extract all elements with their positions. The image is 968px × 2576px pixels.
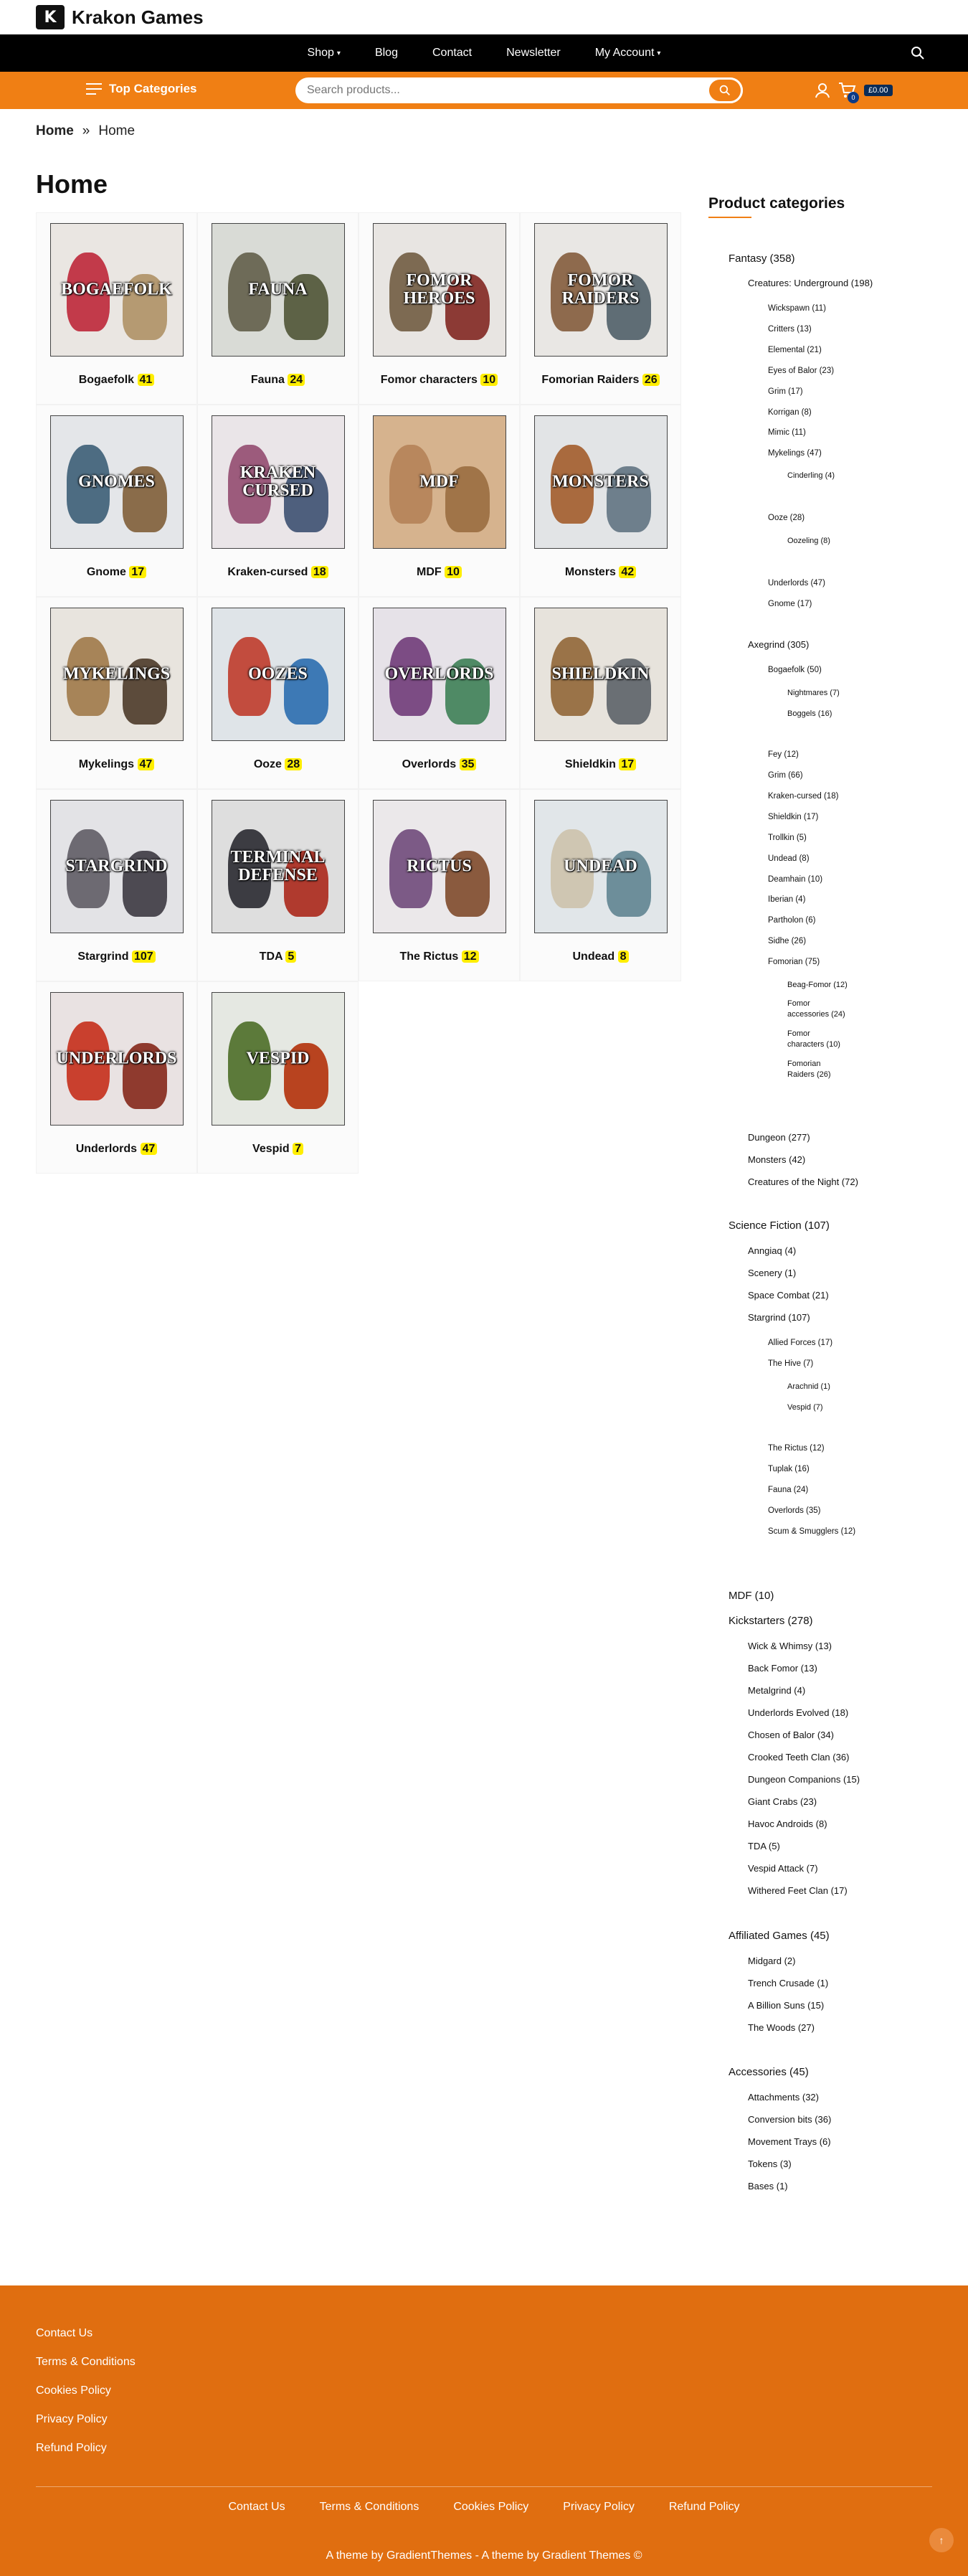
category-link[interactable]: Dungeon (277) [748, 1132, 810, 1143]
category-link[interactable]: Chosen of Balor (34) [748, 1730, 834, 1740]
product-category-card[interactable] [36, 597, 197, 789]
site-name: Krakon Games [72, 6, 204, 28]
category-count-badge: 10 [445, 566, 462, 578]
category-link[interactable]: Dungeon Companions (15) [748, 1774, 860, 1785]
category-name-text: Vespid [252, 1143, 290, 1155]
category-link[interactable]: Vespid Attack (7) [748, 1863, 818, 1874]
category-link[interactable]: Cinderling (4) [787, 471, 835, 480]
product-category-card[interactable] [36, 981, 197, 1174]
category-name[interactable] [79, 374, 155, 387]
thumbnail-title: MYKELINGS [62, 664, 171, 684]
category-link[interactable]: Trench Crusade (1) [748, 1978, 829, 1988]
category-link[interactable]: Withered Feet Clan (17) [748, 1885, 848, 1896]
category-link[interactable]: Underlords (47) [768, 579, 825, 588]
product-category-card[interactable] [520, 597, 681, 789]
search-icon[interactable] [911, 46, 925, 60]
category-link[interactable]: Grim (17) [768, 387, 803, 396]
thumbnail-title: OVERLORDS [384, 664, 494, 684]
category-link[interactable]: Fey (12) [768, 750, 799, 759]
thumbnail-title: STARGRIND [65, 857, 168, 876]
category-link[interactable]: Deamhain (10) [768, 875, 823, 884]
nav-blog[interactable]: Blog [374, 47, 398, 59]
category-link[interactable]: The Rictus (12) [768, 1444, 825, 1453]
category-count-badge: 17 [129, 566, 146, 578]
category-count-badge: 28 [285, 758, 302, 770]
category-link[interactable]: Stargrind (107) [748, 1312, 810, 1323]
chevron-down-icon: ▾ [336, 49, 341, 57]
category-name-text: Fomor characters [380, 374, 478, 386]
nav-shop-label: Shop [307, 47, 334, 59]
category-thumbnail[interactable] [50, 800, 184, 933]
footer-bottom-links [0, 2501, 968, 2514]
category-link[interactable]: Elemental (21) [768, 346, 822, 354]
nav-newsletter[interactable]: Newsletter [506, 47, 561, 59]
thumbnail-title: FAUNA [248, 280, 308, 299]
category-link[interactable]: MDF (10) [729, 1590, 774, 1602]
category-thumbnail[interactable] [50, 415, 184, 549]
category-count-badge: 12 [462, 950, 479, 963]
product-category-card[interactable] [197, 789, 359, 981]
category-thumbnail[interactable] [212, 800, 345, 933]
sidebar-product-categories [708, 195, 938, 217]
footer-bottom-link[interactable]: Contact Us [228, 2501, 285, 2513]
category-link[interactable]: Allied Forces (17) [768, 1339, 833, 1347]
category-link[interactable]: Mimic (11) [768, 428, 806, 437]
category-link[interactable]: Fauna (24) [768, 1486, 809, 1494]
category-link[interactable]: Vespid (7) [787, 1403, 823, 1412]
category-count-badge: 17 [619, 758, 636, 770]
category-name[interactable] [402, 758, 477, 771]
category-thumbnail[interactable] [534, 800, 668, 933]
category-link[interactable]: Kraken-cursed (18) [768, 792, 839, 801]
search-icon [719, 85, 731, 96]
category-link[interactable]: TDA (5) [748, 1841, 780, 1851]
category-link[interactable]: Metalgrind (4) [748, 1685, 806, 1696]
back-to-top-button[interactable]: ↑ [929, 2528, 954, 2552]
category-count-badge: 7 [293, 1143, 303, 1155]
category-link[interactable]: Tokens (3) [748, 2159, 792, 2169]
category-thumbnail[interactable] [50, 992, 184, 1126]
thumbnail-title: FOMOR RAIDERS [561, 270, 640, 308]
search-input[interactable] [295, 84, 697, 97]
nav-shop[interactable] [308, 47, 341, 60]
category-link[interactable]: Fomorian (75) [768, 958, 820, 966]
category-link[interactable]: Korrigan (8) [768, 408, 812, 417]
category-link[interactable]: Affiliated Games (45) [729, 1930, 830, 1942]
category-name[interactable] [87, 566, 146, 579]
nav-contact[interactable]: Contact [432, 47, 473, 59]
category-link[interactable]: Overlords (35) [768, 1506, 821, 1515]
category-link[interactable]: Boggels (16) [787, 709, 832, 718]
category-thumbnail[interactable] [534, 415, 668, 549]
product-category-card[interactable] [359, 405, 520, 597]
breadcrumb-separator: » [82, 123, 90, 138]
user-account-icon[interactable] [814, 82, 831, 99]
category-link[interactable]: Wick & Whimsy (13) [748, 1641, 832, 1651]
category-link[interactable]: Attachments (32) [748, 2092, 819, 2103]
sidebar-title: Product categories [708, 195, 845, 217]
category-link[interactable]: accessories (24) [787, 1010, 845, 1019]
site-logo[interactable] [36, 5, 204, 29]
footer-bottom-link[interactable]: Terms & Conditions [319, 2501, 419, 2513]
category-name-text: Shieldkin [564, 758, 616, 770]
breadcrumb-current: Home [98, 123, 136, 138]
category-link[interactable]: Axegrind (305) [748, 639, 810, 650]
category-name-text: Monsters [564, 566, 616, 578]
category-link[interactable]: Trollkin (5) [768, 834, 807, 842]
category-link[interactable]: Giant Crabs (23) [748, 1796, 817, 1807]
footer-bottom-link[interactable]: Privacy Policy [563, 2501, 635, 2513]
category-count-badge: 18 [311, 566, 328, 578]
category-link[interactable]: Accessories (45) [729, 2066, 809, 2078]
category-name[interactable] [251, 374, 305, 387]
category-link[interactable]: Beag-Fomor (12) [787, 981, 848, 989]
category-count-badge: 5 [285, 950, 296, 963]
category-link[interactable]: Space Combat (21) [748, 1290, 829, 1301]
top-categories-button[interactable] [86, 82, 196, 96]
footer-link[interactable]: Cookies Policy [36, 2384, 111, 2397]
product-category-card[interactable] [520, 789, 681, 981]
category-link[interactable]: Partholon (6) [768, 916, 816, 925]
product-category-card[interactable] [359, 212, 520, 405]
category-link[interactable]: Fomor [787, 1029, 810, 1038]
category-name[interactable] [417, 566, 462, 579]
category-link[interactable]: characters (10) [787, 1040, 840, 1049]
product-category-card[interactable] [197, 597, 359, 789]
thumbnail-title: UNDERLORDS [56, 1049, 177, 1068]
category-count-badge: 10 [480, 374, 498, 386]
category-thumbnail[interactable] [534, 608, 668, 741]
category-link[interactable]: Fantasy (358) [729, 253, 795, 265]
category-name-text: Overlords [402, 758, 457, 770]
product-category-card[interactable] [197, 981, 359, 1174]
category-link[interactable]: Wickspawn (11) [768, 304, 826, 313]
search-button[interactable] [707, 77, 743, 103]
category-link[interactable]: Crooked Teeth Clan (36) [748, 1752, 850, 1763]
category-count-badge: 47 [138, 758, 155, 770]
category-link[interactable]: Raiders (26) [787, 1070, 831, 1079]
category-count-badge: 26 [642, 374, 660, 386]
category-link[interactable]: Movement Trays (6) [748, 2136, 831, 2147]
category-name-text: Fauna [250, 374, 285, 386]
menu-icon [86, 82, 102, 95]
category-link[interactable]: Havoc Androids (8) [748, 1818, 827, 1829]
category-link[interactable]: Midgard (2) [748, 1955, 796, 1966]
category-link[interactable]: The Woods (27) [748, 2022, 815, 2033]
product-category-card[interactable] [36, 405, 197, 597]
product-search [295, 77, 743, 103]
category-count-badge: 24 [288, 374, 305, 386]
footer-credit: A theme by GradientThemes - A theme by Gradient Themes © [326, 2549, 642, 2562]
category-thumbnail[interactable] [212, 223, 345, 357]
category-name[interactable] [399, 950, 478, 963]
category-name[interactable] [565, 566, 636, 579]
product-category-card[interactable] [36, 789, 197, 981]
category-count-badge: 41 [138, 374, 155, 386]
category-count-badge: 35 [460, 758, 477, 770]
category-name-text: Ooze [253, 758, 282, 770]
category-link[interactable]: Sidhe (26) [768, 937, 807, 945]
thumbnail-title: MONSTERS [552, 472, 649, 491]
category-thumbnail[interactable] [373, 415, 506, 549]
category-name-text: TDA [259, 950, 283, 963]
footer-link[interactable]: Privacy Policy [36, 2413, 108, 2425]
category-name-text: Stargrind [77, 950, 129, 963]
category-name[interactable] [76, 1143, 158, 1156]
category-name[interactable] [254, 758, 302, 771]
category-thumbnail[interactable] [373, 800, 506, 933]
category-name-text: Mykelings [78, 758, 135, 770]
thumbnail-title: BOGAEFOLK [61, 280, 172, 299]
category-name[interactable] [79, 758, 155, 771]
category-link[interactable]: Mykelings (47) [768, 449, 822, 458]
category-link[interactable]: Oozeling (8) [787, 537, 830, 545]
category-thumbnail[interactable] [212, 415, 345, 549]
category-link[interactable]: Monsters (42) [748, 1154, 806, 1165]
chevron-down-icon: ▾ [657, 49, 661, 57]
category-name-text: Bogaefolk [78, 374, 135, 386]
thumbnail-title: SHIELDKIN [551, 664, 650, 684]
category-link[interactable]: Anngiaq (4) [748, 1245, 797, 1256]
category-link[interactable]: Gnome (17) [768, 600, 812, 608]
cart-total[interactable]: £0.00 [864, 85, 893, 96]
category-link[interactable]: Bogaefolk (50) [768, 666, 822, 674]
category-link[interactable]: Undead (8) [768, 854, 810, 863]
footer-link[interactable]: Contact Us [36, 2327, 93, 2339]
category-link[interactable]: Scenery (1) [748, 1268, 797, 1278]
category-name-text: Fomorian Raiders [541, 374, 640, 386]
thumbnail-title: RICTUS [407, 857, 472, 876]
footer-link[interactable]: Refund Policy [36, 2442, 107, 2454]
category-name[interactable] [252, 1143, 303, 1156]
category-link[interactable]: Grim (66) [768, 771, 803, 780]
product-category-card[interactable] [520, 405, 681, 597]
category-thumbnail[interactable] [373, 608, 506, 741]
category-thumbnail[interactable] [212, 992, 345, 1126]
category-thumbnail[interactable] [212, 608, 345, 741]
category-name-text: MDF [417, 566, 442, 578]
page-title: Home [36, 169, 108, 199]
thumbnail-title: TERMINAL DEFENSE [230, 847, 326, 884]
product-category-card[interactable] [359, 597, 520, 789]
thumbnail-title: KRAKEN CURSED [239, 463, 316, 500]
category-link[interactable]: Nightmares (7) [787, 689, 840, 697]
category-link[interactable]: Iberian (4) [768, 895, 806, 904]
footer-divider [36, 2486, 932, 2487]
category-name-text: Kraken-cursed [227, 566, 308, 578]
product-category-card[interactable] [359, 789, 520, 981]
footer-bottom-link[interactable]: Cookies Policy [453, 2501, 529, 2513]
category-link[interactable]: Arachnid (1) [787, 1382, 830, 1391]
category-link[interactable]: Ooze (28) [768, 514, 805, 522]
category-search-bar [0, 72, 968, 109]
thumbnail-title: OOZES [248, 664, 308, 684]
category-link[interactable]: Critters (13) [768, 325, 812, 334]
category-link[interactable]: A Billion Suns (15) [748, 2000, 825, 2011]
category-link[interactable]: Kickstarters (278) [729, 1615, 813, 1627]
thumbnail-title: MDF [419, 472, 459, 491]
category-link[interactable]: Eyes of Balor (23) [768, 367, 835, 375]
main-nav [0, 34, 968, 72]
breadcrumb-home-link[interactable]: Home [36, 123, 74, 138]
nav-my-account[interactable] [595, 47, 661, 60]
category-name-text: Gnome [86, 566, 126, 578]
product-category-card[interactable] [197, 405, 359, 597]
category-thumbnail[interactable] [50, 223, 184, 357]
category-link[interactable]: Underlords Evolved (18) [748, 1707, 849, 1718]
category-link[interactable]: Fomor [787, 999, 810, 1008]
category-thumbnail[interactable] [373, 223, 506, 357]
category-count-badge: 47 [141, 1143, 158, 1155]
footer-link[interactable]: Terms & Conditions [36, 2356, 136, 2368]
category-name[interactable] [541, 374, 659, 387]
category-thumbnail[interactable] [534, 223, 668, 357]
category-link[interactable]: Conversion bits (36) [748, 2114, 832, 2125]
site-footer [0, 2285, 968, 2576]
thumbnail-title: FOMOR HEROES [403, 270, 475, 308]
category-name-text: Underlords [75, 1143, 138, 1155]
category-count-badge: 8 [618, 950, 629, 963]
category-link[interactable]: Bases (1) [748, 2181, 788, 2192]
site-header [0, 0, 968, 34]
logo-mark-icon: K [36, 5, 65, 29]
category-name-text: The Rictus [399, 950, 459, 963]
category-name[interactable] [260, 950, 297, 963]
category-link[interactable]: Fomorian [787, 1060, 821, 1068]
product-category-grid [36, 212, 681, 1174]
footer-bottom-link[interactable]: Refund Policy [668, 2501, 740, 2513]
thumbnail-title: VESPID [246, 1049, 310, 1068]
product-category-card[interactable] [36, 212, 197, 405]
category-link[interactable]: Tuplak (16) [768, 1465, 810, 1473]
category-name[interactable] [565, 758, 636, 771]
thumbnail-title: UNDEAD [564, 857, 637, 876]
category-name[interactable] [227, 566, 328, 579]
category-count-badge: 42 [619, 566, 636, 578]
category-thumbnail[interactable] [50, 608, 184, 741]
category-link[interactable]: Scum & Smugglers (12) [768, 1527, 856, 1536]
product-category-card[interactable] [197, 212, 359, 405]
thumbnail-title: GNOMES [78, 472, 155, 491]
breadcrumb [36, 123, 135, 139]
category-link[interactable]: Back Fomor (13) [748, 1663, 817, 1674]
top-categories-label: Top Categories [109, 82, 197, 95]
category-name[interactable] [572, 950, 628, 963]
category-count-badge: 107 [132, 950, 156, 963]
nav-my-account-label: My Account [594, 47, 655, 59]
category-link[interactable]: Shieldkin (17) [768, 813, 819, 821]
category-link[interactable]: Creatures: Underground (198) [748, 278, 873, 288]
category-link[interactable]: Science Fiction (107) [729, 1219, 830, 1232]
category-name-text: Undead [572, 950, 615, 963]
footer-links [36, 2327, 136, 2471]
category-link[interactable]: Creatures of the Night (72) [748, 1176, 858, 1187]
product-category-card[interactable] [520, 212, 681, 405]
cart-count-badge: 0 [848, 92, 859, 103]
category-name[interactable] [77, 950, 155, 963]
category-link[interactable]: The Hive (7) [768, 1359, 814, 1368]
category-name[interactable] [381, 374, 498, 387]
